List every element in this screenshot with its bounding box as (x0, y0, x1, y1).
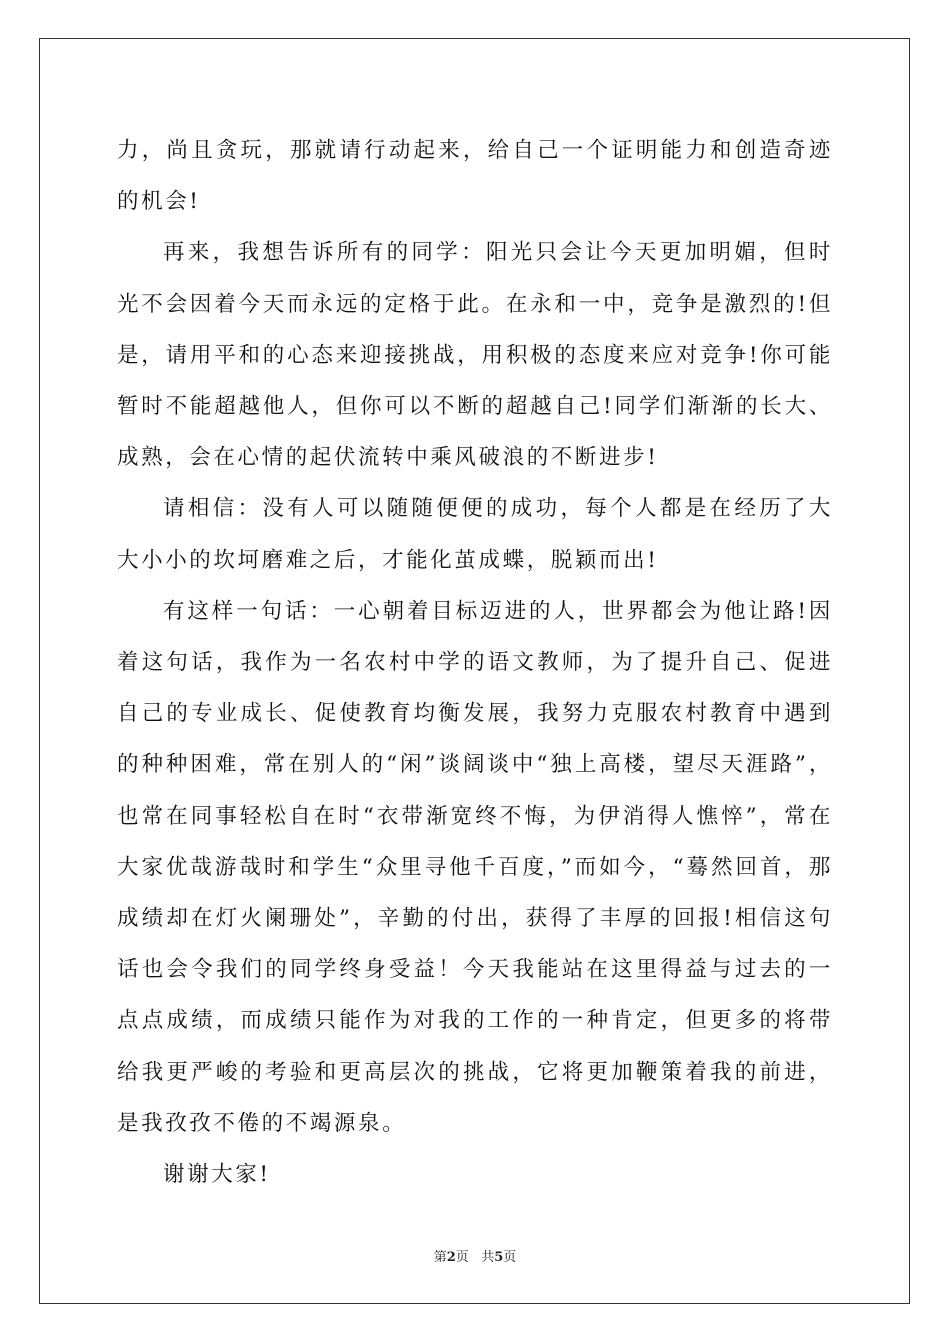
page-footer (0, 1246, 950, 1265)
paragraph: 再来，我想告诉所有的同学：阳光只会让今天更加明媚，但时光不会因着今天而永远的定格于此。在永和一中，竞争是激烈的!但是，请用平和的心态来迎接挑战，用积极的态度来应对竞争!你可能暂时不能超越他人，但你可以不断的超越自己!同学们渐渐的长大、成熟，会在心情的起伏流转中乘风破浪的不断进步! (117, 240, 833, 471)
page-total-prefix: 共 (481, 1250, 495, 1265)
paragraph: 请相信：没有人可以随随便便的成功，每个人都是在经历了大大小小的坎坷磨难之后，才能化茧成蝶，脱颖而出! (117, 496, 833, 573)
page-number-current: 2 (446, 1250, 456, 1265)
page-total-suffix: 页 (503, 1250, 517, 1265)
page-number-suffix: 页 (455, 1250, 469, 1265)
paragraph: 谢谢大家! (163, 1162, 271, 1188)
paragraph: 有这样一句话：一心朝着目标迈进的人，世界都会为他让路!因着这句话，我作为一名农村中学的语文教师，为了提升自己、促进自己的专业成长、促使教育均衡发展，我努力克服农村教育中遇到的种种困难，常在别人的“闲”谈阔谈中“独上高楼，望尽天涯路”，也常在同事轻松自在时“衣带渐宽终不悔，为伊消得人憔悴”，常在大家优哉游哉时和学生“众里寻他千百度，”而如今，“蓦然回首，那成绩却在灯火阑珊处”，辛勤的付出，获得了丰厚的回报!相信这句话也会令我们的同学终身受益！今天我能站在这里得益与过去的一点点成绩，而成绩只能作为对我的工作的一种肯定，但更多的将带给我更严峻的考验和更高层次的挑战，它将更加鞭策着我的前进，是我孜孜不倦的不竭源泉。 (117, 598, 833, 1136)
page-total: 5 (494, 1250, 504, 1265)
paragraph: 力，尚且贪玩，那就请行动起来，给自己一个证明能力和创造奇迹的机会! (117, 138, 833, 215)
page-number-prefix: 第 (433, 1250, 447, 1265)
document-body (117, 125, 833, 1200)
